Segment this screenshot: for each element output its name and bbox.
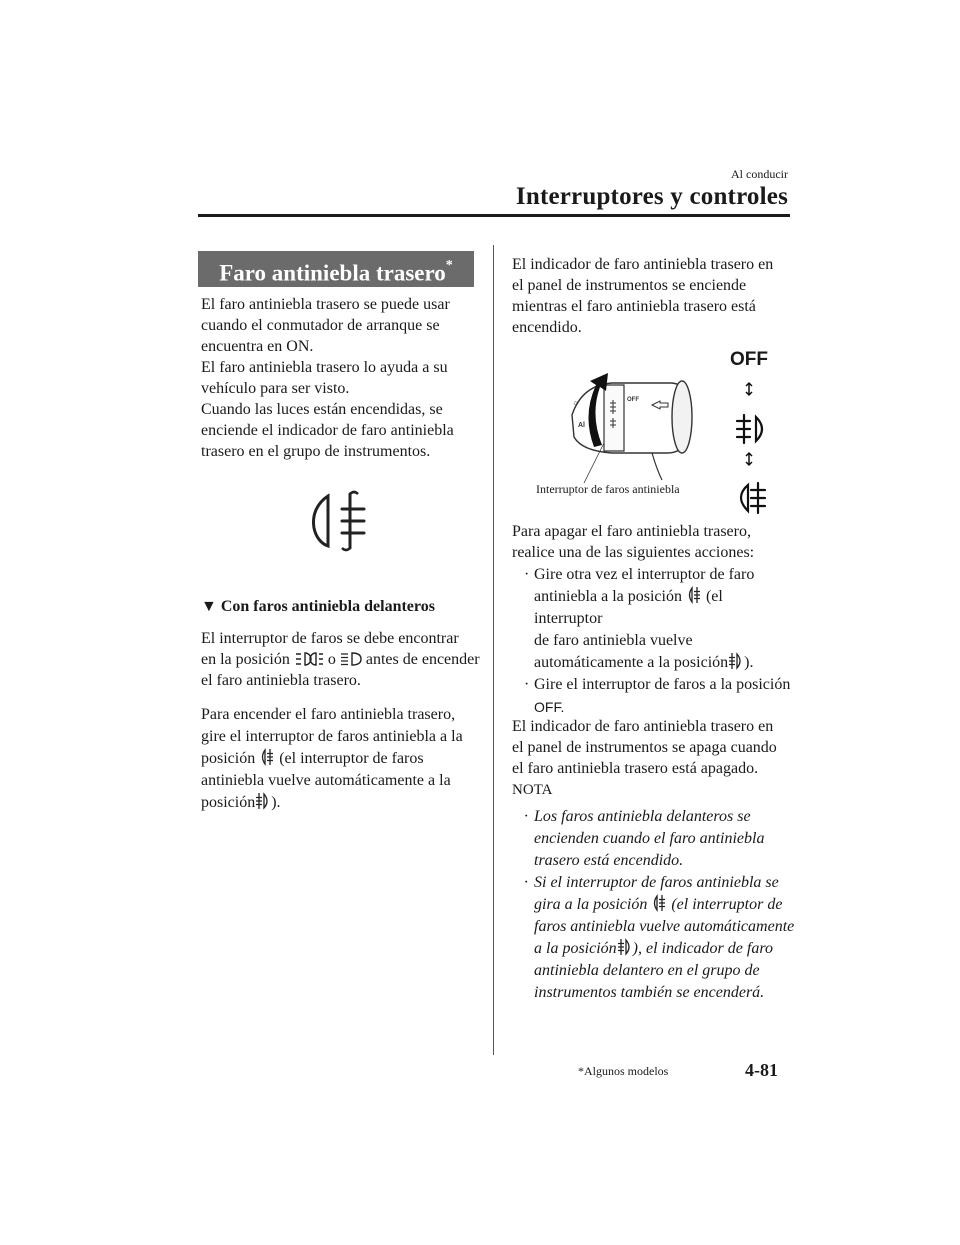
left-paragraph-2	[201, 704, 483, 814]
text-line: el faro antiniebla trasero.	[201, 672, 361, 689]
rear-fog-icon	[651, 894, 667, 912]
page-heading: Interruptores y controles	[515, 183, 788, 210]
text-line: trasero en el grupo de instrumentos.	[201, 443, 431, 460]
text-line: Cuando las luces están encendidas, se	[201, 401, 443, 418]
list-item: · Gire otra vez el interruptor de faro antiniebla a la posición (el interruptor de faro antiniebla vuelve automáticamente a la posición ).	[524, 566, 755, 671]
text-line: El faro antiniebla trasero lo ayuda a su	[201, 359, 448, 376]
front-fog-position-icon	[737, 415, 762, 443]
text-line: en la posición o antes de encender	[201, 651, 480, 668]
left-intro	[201, 294, 483, 462]
text-line: cuando el conmutador de arranque se	[201, 317, 440, 334]
switch-mark-auto: Al	[578, 422, 585, 429]
rear-fog-icon	[259, 748, 275, 766]
text-line: encuentra en ON.	[201, 338, 314, 355]
rear-fog-icon	[686, 586, 702, 604]
note-label: NOTA	[512, 782, 553, 798]
text-line: el panel de instrumentos se enciende	[512, 277, 747, 294]
text-line: vehículo para ser visto.	[201, 380, 350, 397]
headlight-icon	[340, 651, 362, 667]
text-line: El indicador de faro antiniebla trasero en	[512, 718, 774, 735]
footer-note: *Algunos modelos	[578, 1064, 669, 1078]
text-line: Para encender el faro antiniebla trasero,	[201, 706, 456, 723]
rear-fog-indicator-icon	[306, 488, 376, 554]
fog-switch-figure	[512, 345, 792, 515]
text-line: El indicador de faro antiniebla trasero en	[512, 256, 774, 273]
right-paragraph-4	[512, 716, 794, 779]
text-line: realice una de las siguientes acciones:	[512, 544, 755, 561]
list-item: · Gire el interruptor de faros a la posición OFF.	[524, 676, 791, 715]
text-line: el panel de instrumentos se apaga cuando	[512, 739, 777, 756]
front-fog-icon	[255, 792, 271, 810]
text-line: mientras el faro antiniebla trasero está	[512, 298, 756, 315]
list-item: · Los faros antiniebla delanteros se encienden cuando el faro antiniebla trasero está encendido.	[524, 808, 765, 869]
note-list	[518, 806, 798, 1004]
column-divider	[493, 245, 494, 1055]
front-fog-icon	[617, 938, 633, 956]
text-line: Para apagar el faro antiniebla trasero,	[512, 523, 751, 540]
header-divider	[198, 214, 790, 217]
off-position-label: OFF	[730, 349, 768, 370]
text-line: El faro antiniebla trasero se puede usar	[201, 296, 450, 313]
subheading-text: Con faros antiniebla delanteros	[220, 598, 435, 615]
chapter-label: Al conducir	[731, 167, 788, 181]
text-line: posición (el interruptor de faros	[201, 750, 424, 767]
switch-mark-off: OFF	[627, 397, 639, 403]
triangle-marker-icon: ▼	[201, 598, 217, 615]
text-line: gire el interruptor de faros antiniebla a la	[201, 728, 463, 745]
text-line: El interruptor de faros se debe encontrar	[201, 630, 459, 647]
front-fog-icon	[728, 652, 744, 670]
text-line: enciende el indicador de faro antiniebla	[201, 422, 454, 439]
figure-caption: Interruptor de faros antiniebla	[536, 482, 680, 496]
section-title: Faro antiniebla trasero	[219, 260, 446, 286]
right-paragraph-3	[512, 521, 794, 563]
list-item: · Si el interruptor de faros antiniebla se gira a la posición (el interruptor de faros antiniebla vuelve automáticamente a la posición ), el indicador de faro antiniebla delantero en el grupo de instrumentos también se encenderá.	[524, 874, 795, 1001]
text-line: antiniebla vuelve automáticamente a la	[201, 772, 451, 789]
subheading	[201, 598, 435, 616]
page-number: 4-81	[745, 1060, 778, 1080]
section-title-banner	[198, 251, 474, 287]
section-title-marker: *	[445, 258, 453, 273]
text-line: posición ).	[201, 794, 281, 811]
bullet-list	[518, 564, 794, 719]
rear-fog-position-icon	[741, 483, 765, 513]
left-paragraph-1	[201, 628, 483, 691]
text-line: el faro antiniebla trasero está apagado.	[512, 760, 759, 777]
switch-mark-sun: ☼	[572, 398, 580, 407]
parking-light-icon	[294, 651, 324, 667]
text-line: encendido.	[512, 319, 582, 336]
right-intro	[512, 254, 794, 338]
